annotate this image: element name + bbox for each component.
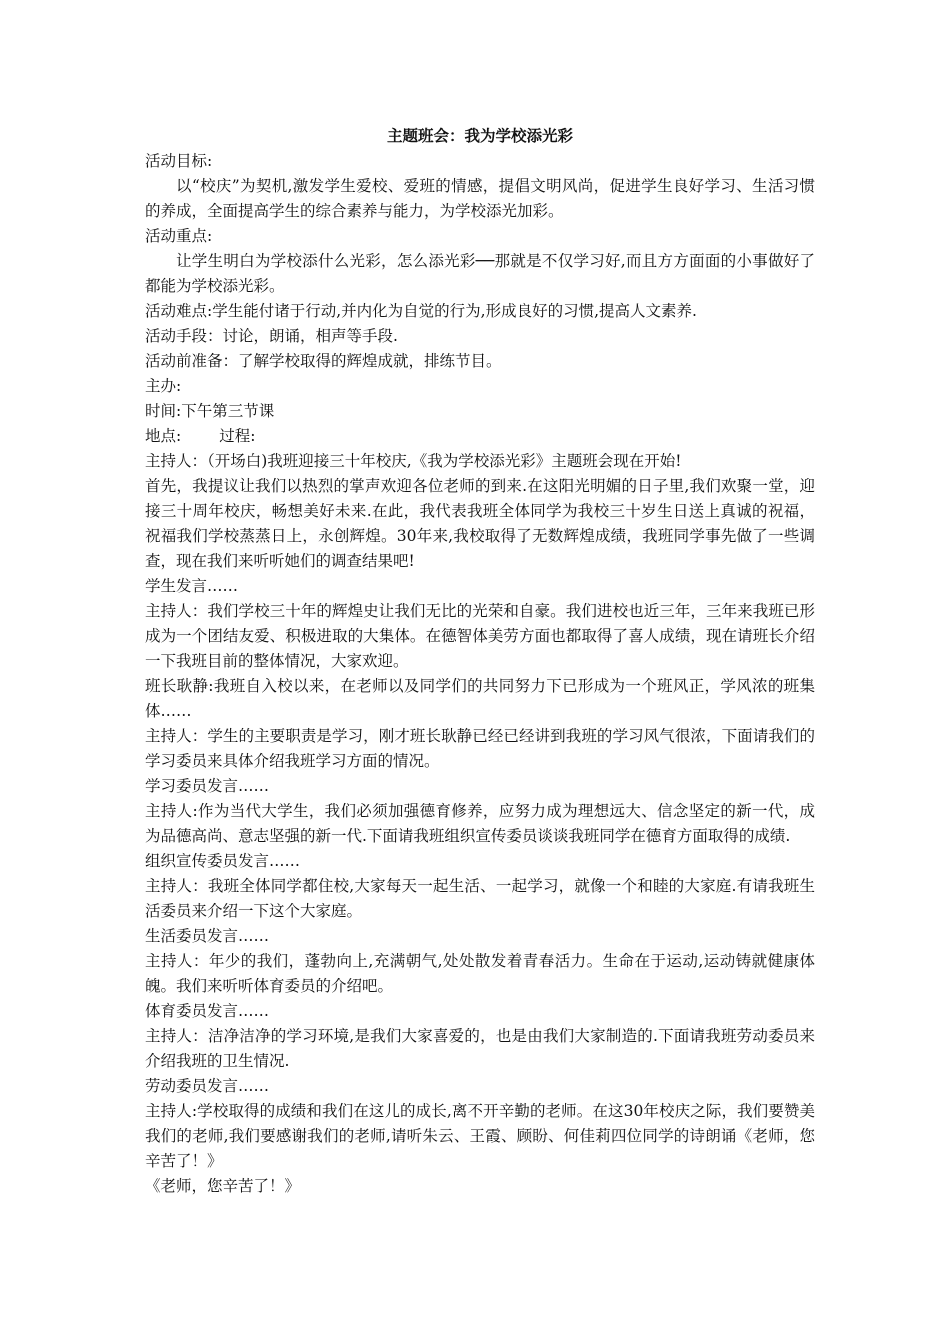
paragraph: 主持人:作为当代大学生，我们必须加强德育修养，应努力成为理想远大、信念坚定的新一代，成为品德高尚、意志坚强的新一代.下面请我班组织宣传委员谈谈我班同学在德育方面取得的成绩. bbox=[145, 802, 815, 845]
paragraph: 组织宣传委员发言…… bbox=[145, 852, 301, 870]
document-title: 主题班会：我为学校添光彩 bbox=[386, 127, 573, 145]
paragraph: 活动前准备：了解学校取得的辉煌成就，排练节目。 bbox=[145, 352, 502, 370]
place-label: 地点: bbox=[145, 427, 182, 445]
paragraph: 体育委员发言…… bbox=[145, 1002, 270, 1020]
paragraph: 主持人:学校取得的成绩和我们在这儿的成长,离不开辛勤的老师。在这30年校庆之际，我们要赞美我们的老师,我们要感谢我们的老师,请听朱云、王霞、顾盼、何佳莉四位同学的诗朗诵《老师，您辛苦了！》 bbox=[145, 1102, 815, 1170]
paragraph: 生活委员发言…… bbox=[145, 927, 270, 945]
paragraph: 主持人：我们学校三十年的辉煌史让我们无比的光荣和自豪。我们进校也近三年，三年来我班已形成为一个团结友爱、积极进取的大集体。在德智体美劳方面也都取得了喜人成绩，现在请班长介绍一下我班目前的整体情况，大家欢迎。 bbox=[145, 602, 815, 670]
paragraph: 《老师，您辛苦了！》 bbox=[145, 1177, 301, 1195]
paragraph: 时间:下午第三节课 bbox=[145, 402, 275, 420]
paragraph: 主持人：（开场白)我班迎接三十年校庆,《我为学校添光彩》主题班会现在开始! bbox=[145, 452, 682, 470]
process-label: 过程: bbox=[219, 427, 256, 445]
paragraph: 劳动委员发言…… bbox=[145, 1077, 270, 1095]
paragraph: 主持人：年少的我们，蓬勃向上,充满朝气,处处散发着青春活力。生命在于运动,运动铸就健康体魄。我们来听听体育委员的介绍吧。 bbox=[145, 952, 815, 995]
paragraph: 活动重点: bbox=[145, 227, 213, 245]
paragraph: 以“校庆”为契机,激发学生爱校、爱班的情感，提倡文明风尚，促进学生良好学习、生活习惯的养成，全面提高学生的综合素养与能力，为学校添光加彩。 bbox=[145, 177, 815, 220]
place-process-line bbox=[145, 424, 815, 449]
paragraph: 首先，我提议让我们以热烈的掌声欢迎各位老师的到来.在这阳光明媚的日子里,我们欢聚一堂，迎接三十周年校庆，畅想美好未来.在此，我代表我班全体同学为我校三十岁生日送上真诚的祝福，祝福我们学校蒸蒸日上，永创辉煌。30年来,我校取得了无数辉煌成绩，我班同学事先做了一些调查，现在我们来听听她们的调查结果吧! bbox=[145, 477, 815, 570]
paragraph: 主持人：学生的主要职责是学习，刚才班长耿静已经已经讲到我班的学习风气很浓，下面请我们的学习委员来具体介绍我班学习方面的情况。 bbox=[145, 727, 815, 770]
paragraph: 班长耿静:我班自入校以来，在老师以及同学们的共同努力下已形成为一个班风正，学风浓的班集体…… bbox=[145, 677, 815, 720]
paragraph: 学习委员发言…… bbox=[145, 777, 270, 795]
paragraph: 学生发言…… bbox=[145, 577, 239, 595]
paragraph: 活动目标: bbox=[145, 152, 213, 170]
paragraph: 让学生明白为学校添什么光彩，怎么添光彩──那就是不仅学习好,而且方方面面的小事做好了都能为学校添光彩。 bbox=[145, 252, 815, 295]
paragraph: 活动难点:学生能付诸于行动,并内化为自觉的行为,形成良好的习惯,提高人文素养. bbox=[145, 302, 697, 320]
document-body bbox=[145, 124, 815, 1199]
paragraph: 主持人：洁净洁净的学习环境,是我们大家喜爱的，也是由我们大家制造的.下面请我班劳动委员来介绍我班的卫生情况. bbox=[145, 1027, 815, 1070]
paragraph: 主办: bbox=[145, 377, 182, 395]
paragraph: 活动手段：讨论，朗诵，相声等手段. bbox=[145, 327, 398, 345]
paragraph: 主持人：我班全体同学都住校,大家每天一起生活、一起学习，就像一个和睦的大家庭.有请我班生活委员来介绍一下这个大家庭。 bbox=[145, 877, 815, 920]
